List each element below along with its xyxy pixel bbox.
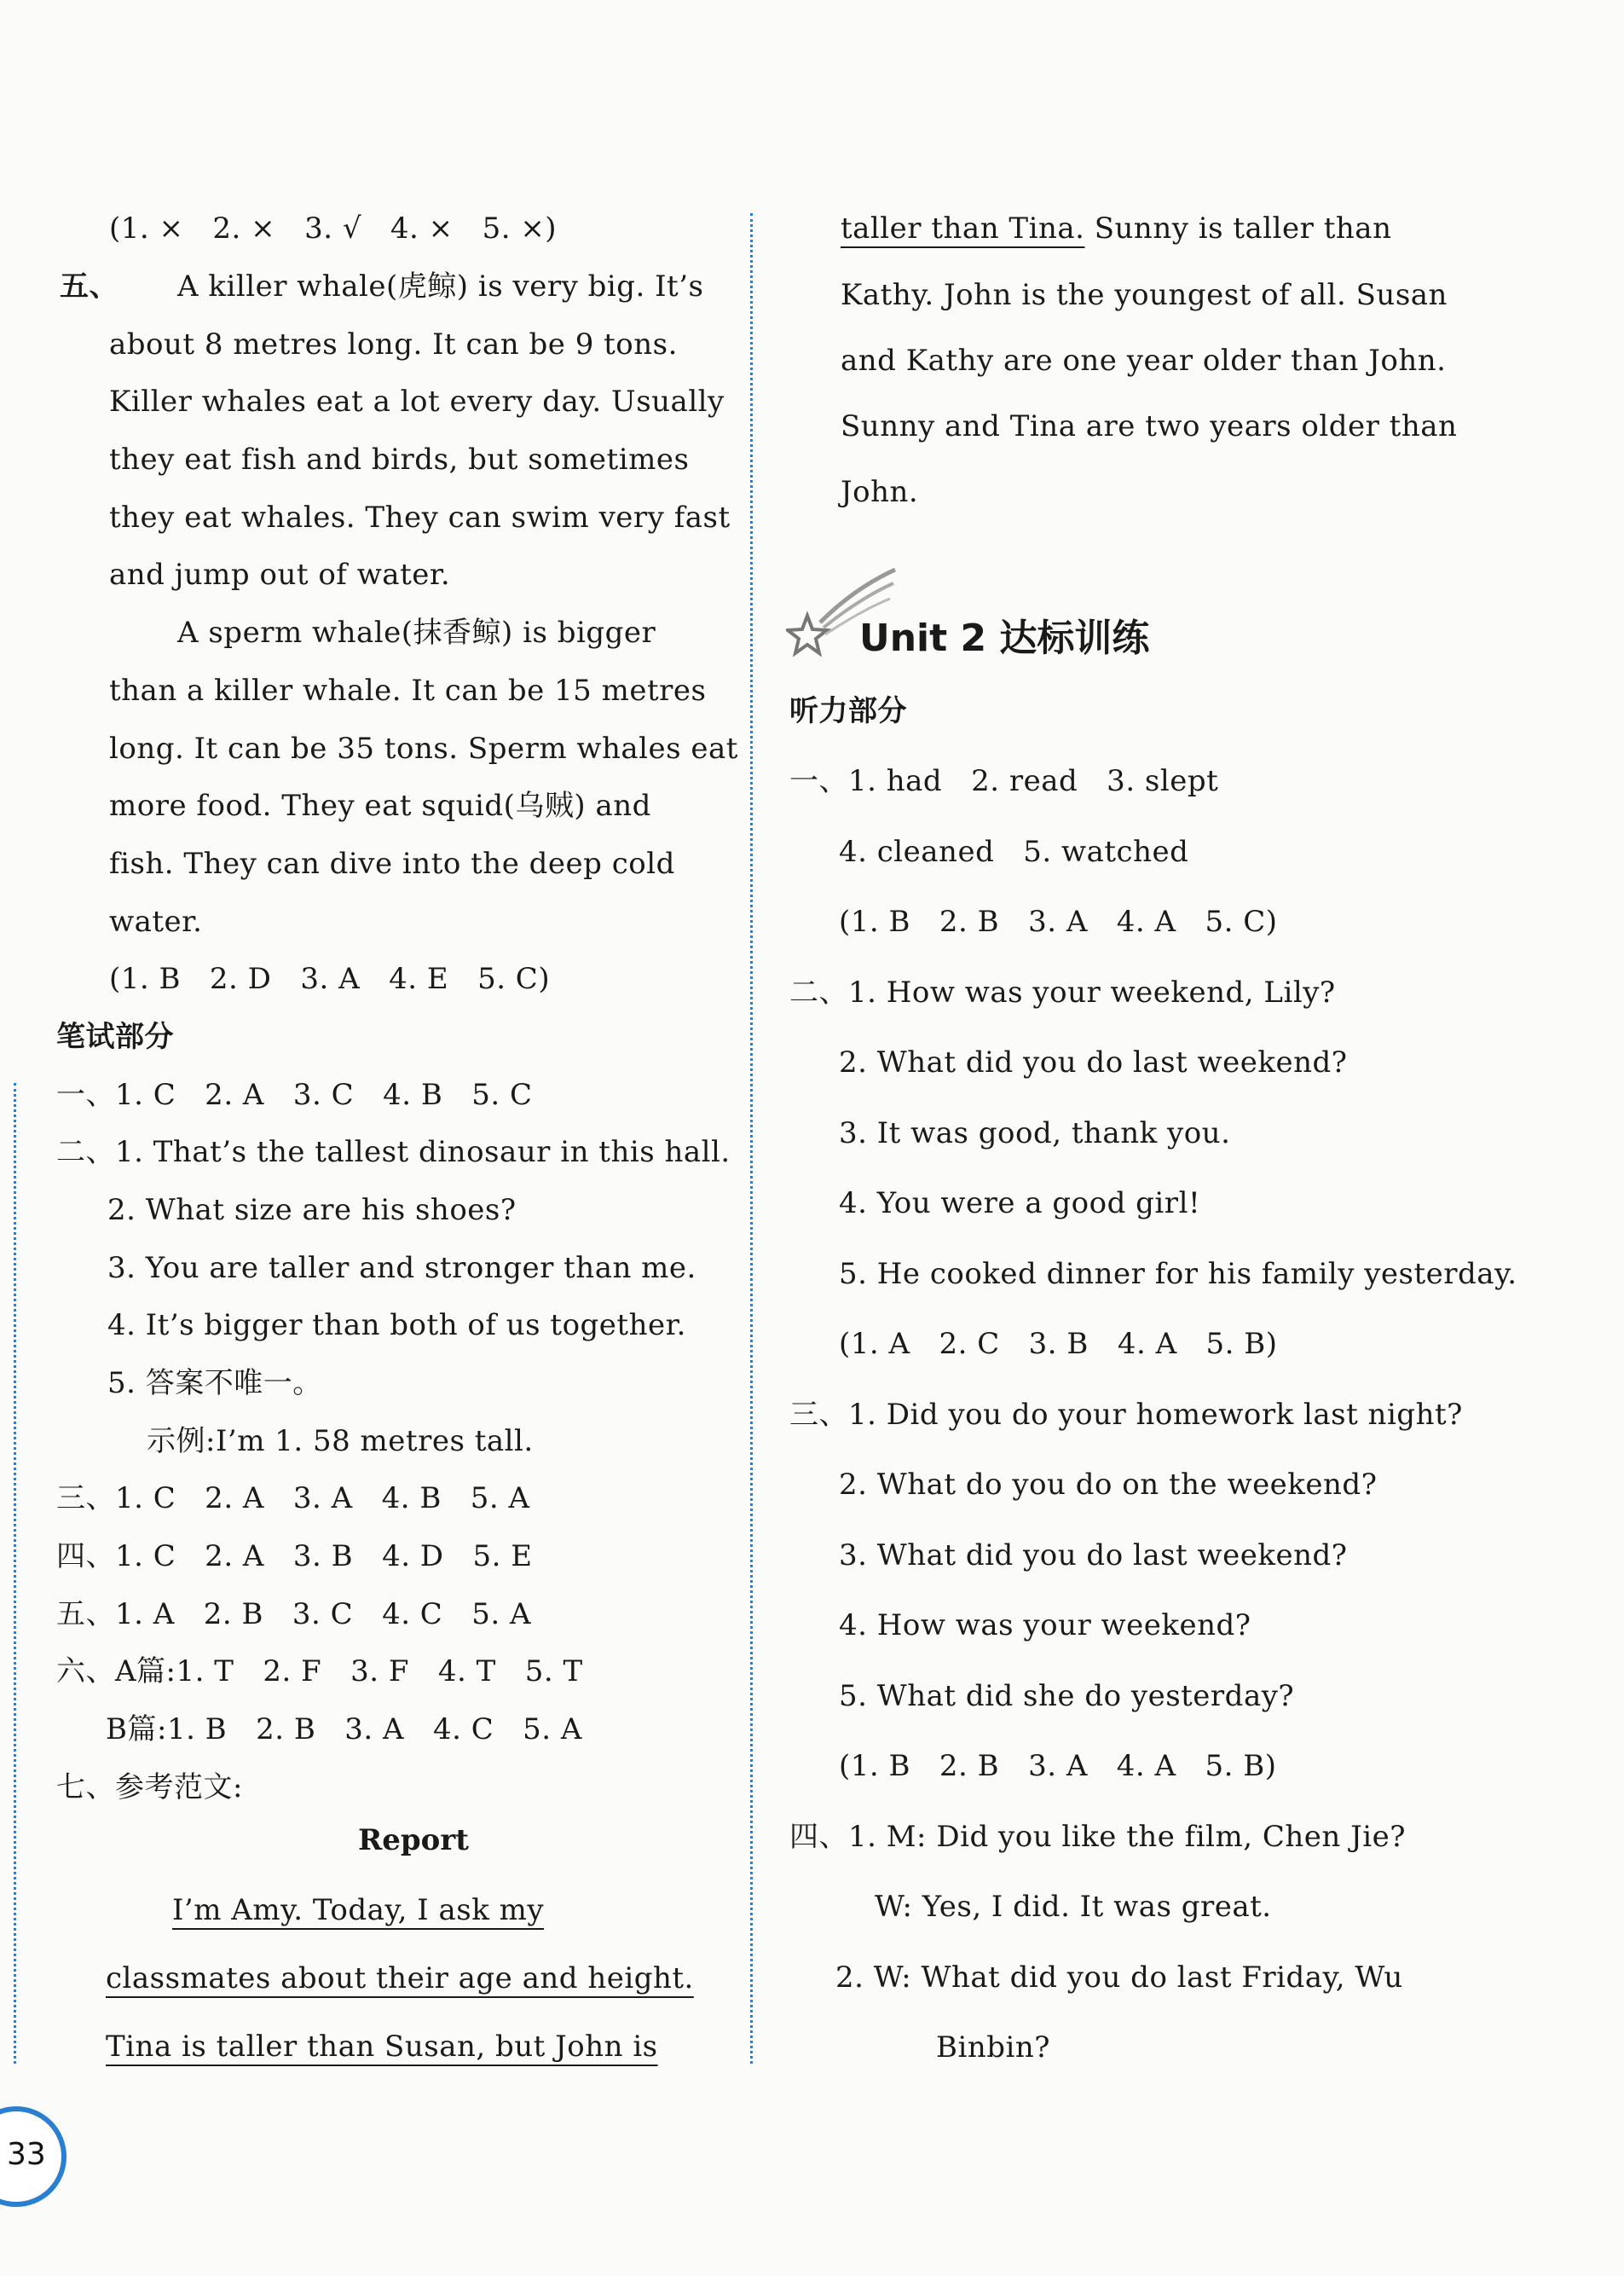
answer-line: 2. What do you do on the weekend? (839, 1468, 1378, 1502)
essay-line: John. (841, 475, 919, 509)
answer-line: 4. You were a good girl! (839, 1186, 1201, 1220)
section-number: 五、 (60, 269, 118, 304)
essay-line (841, 210, 1391, 247)
answer-line: 三、1. C 2. A 3. A 4. B 5. A (56, 1481, 530, 1515)
essay-line: and Kathy are one year older than John. (841, 344, 1447, 378)
answer-line: (1. B 2. B 3. A 4. A 5. C) (839, 905, 1278, 939)
text-line: A killer whale(虎鲸) is very big. It’s (177, 269, 704, 304)
answer-line: (1. × 2. × 3. √ 4. × 5. ×) (109, 211, 558, 246)
text-line: about 8 metres long. It can be 9 tons. (109, 327, 678, 362)
essay-line: Kathy. John is the youngest of all. Susan (841, 278, 1448, 312)
answer-line: 4. It’s bigger than both of us together. (107, 1308, 686, 1342)
section-heading: 听力部分 (789, 694, 907, 728)
answer-line: 2. What size are his shoes? (107, 1193, 517, 1227)
text-line: A sperm whale(抹香鲸) is bigger (177, 616, 656, 650)
answer-line: 3. You are taller and stronger than me. (107, 1251, 696, 1285)
unit-title: Unit 2 达标训练 (859, 617, 1150, 660)
answer-line: (1. A 2. C 3. B 4. A 5. B) (839, 1327, 1278, 1361)
text-line: than a killer whale. It can be 15 metres (109, 674, 707, 708)
answer-line: 2. What did you do last weekend? (839, 1045, 1348, 1080)
answer-line: 四、1. C 2. A 3. B 4. D 5. E (56, 1539, 533, 1573)
answer-line: 5. What did she do yesterday? (839, 1679, 1295, 1713)
essay-line: Sunny and Tina are two years older than (841, 409, 1458, 443)
answer-line: W: Yes, I did. It was great. (875, 1890, 1272, 1924)
answer-line: 一、1. C 2. A 3. C 4. B 5. C (56, 1078, 533, 1112)
answer-line: 二、1. How was your weekend, Lily? (789, 976, 1336, 1010)
answer-line: 示例:I’m 1. 58 metres tall. (147, 1424, 534, 1458)
column-divider (750, 213, 753, 2064)
essay-line: I’m Amy. Today, I ask my (172, 1893, 545, 1927)
answer-line: Binbin? (936, 2030, 1051, 2065)
answer-line: B篇:1. B 2. B 3. A 4. C 5. A (106, 1712, 582, 1746)
margin-dots (14, 1083, 16, 2064)
page-number: 33 (7, 2137, 46, 2172)
essay-underlined: taller than Tina. (841, 211, 1085, 246)
answer-line: 3. What did you do last weekend? (839, 1538, 1348, 1572)
text-line: water. (109, 905, 203, 939)
answer-line: 七、参考范文: (56, 1770, 243, 1804)
answer-line: 4. How was your weekend? (839, 1608, 1251, 1642)
answer-line: (1. B 2. B 3. A 4. A 5. B) (839, 1749, 1277, 1783)
text-line: Killer whales eat a lot every day. Usually (109, 385, 725, 419)
essay-text: Sunny is taller than (1084, 211, 1392, 246)
page-number-badge (0, 2106, 66, 2207)
text-line: and jump out of water. (109, 558, 451, 592)
answer-line: 三、1. Did you do your homework last night? (789, 1398, 1463, 1432)
answer-line: 3. It was good, thank you. (839, 1116, 1231, 1150)
answer-line: 5. 答案不唯一。 (107, 1366, 322, 1400)
answer-line: 五、1. A 2. B 3. C 4. C 5. A (56, 1597, 532, 1631)
answer-line: 二、1. That’s the tallest dinosaur in this hall. (56, 1135, 731, 1169)
text-line: fish. They can dive into the deep cold (109, 847, 675, 881)
text-line: more food. They eat squid(乌贼) and (109, 789, 651, 823)
text-line: long. It can be 35 tons. Sperm whales eat (109, 732, 738, 766)
text-line: they eat fish and birds, but sometimes (109, 443, 690, 477)
answer-line: 六、A篇:1. T 2. F 3. F 4. T 5. T (56, 1654, 583, 1688)
report-title: Report (358, 1823, 469, 1857)
answer-line: 一、1. had 2. read 3. slept (789, 764, 1219, 798)
section-heading: 笔试部分 (56, 1020, 174, 1054)
essay-line: classmates about their age and height. (106, 1961, 694, 1995)
text-line: they eat whales. They can swim very fast (109, 501, 731, 535)
answer-line: (1. B 2. D 3. A 4. E 5. C) (109, 962, 551, 996)
answer-line: 5. He cooked dinner for his family yesterday. (839, 1257, 1517, 1291)
answer-line: 四、1. M: Did you like the film, Chen Jie? (789, 1820, 1406, 1854)
answer-line: 4. cleaned 5. watched (839, 835, 1189, 869)
essay-line: Tina is taller than Susan, but John is (106, 2030, 658, 2064)
answer-line: 2. W: What did you do last Friday, Wu (835, 1960, 1403, 1995)
